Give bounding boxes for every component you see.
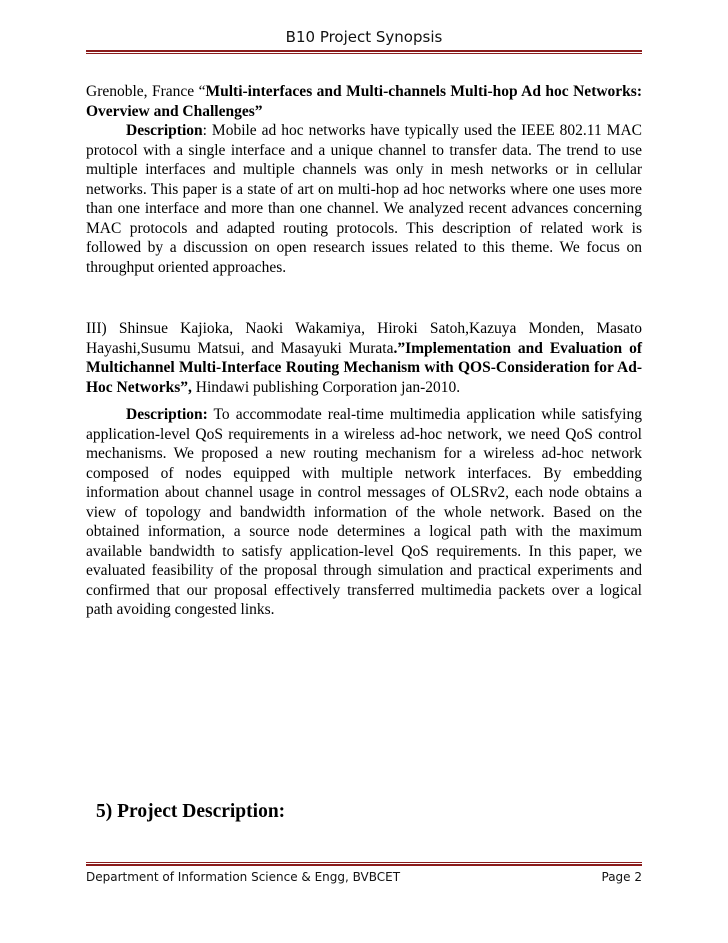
reference-2-citation (86, 82, 642, 121)
footer-department: Department of Information Science & Engg, BVBCET (86, 870, 401, 884)
reference-3-authors: III) Shinsue Kajioka, Naoki Wakamiya, Hiroki Satoh,Kazuya Monden, Masato Hayashi,Susumu Matsui, and Masayuki Murata (86, 320, 642, 357)
footer-rule-thin (86, 862, 642, 863)
page-header-title: B10 Project Synopsis (285, 28, 443, 46)
spacer (86, 397, 642, 405)
spacer (86, 277, 642, 319)
reference-3-publisher: Hindawi publishing Corporation jan-2010. (191, 378, 461, 396)
header-rule-thin (86, 53, 642, 54)
reference-3-desc-label: Description: (126, 406, 208, 423)
reference-3-description (86, 405, 642, 620)
reference-2-description (86, 121, 642, 277)
section-heading: 5) Project Description: (96, 801, 286, 822)
reference-3-desc-text: To accommodate real-time multimedia application while satisfying application-level QoS requirements in a wireless ad-hoc network, we need QoS control mechanisms. We proposed a new routing mechanism for a wireless ad-hoc network composed of nodes equipped with multiple network interfaces. By embedding information about channel usage in control messages of OLSRv2, each node obtains a view of topology and bandwidth information of the whole network. Based on the obtained information, a source node determines a logical path with the maximum available bandwidth to satisfy application-level QoS requirements. In this paper, we evaluated feasibility of the proposal through simulation and practical experiments and confirmed that our proposal effectively transferred multimedia packets over a logical path avoiding congested links. (86, 406, 642, 618)
reference-2-desc-text: : Mobile ad hoc networks have typically used the IEEE 802.11 MAC protocol with a single interface and a unique channel to transfer data. The trend to use multiple interfaces and multiple channels was only in mesh networks or in cellular networks. This paper is a state of art on multi-hop ad hoc networks where one uses more than one interface and more than one channel. We analyzed recent advances concerning MAC protocols and adapted routing protocols. This description of related work is followed by a discussion on open research issues related to this theme. We focus on throughput oriented approaches. (86, 122, 642, 276)
reference-2-lead: Grenoble, France “ (86, 83, 206, 100)
footer-page-number: Page 2 (601, 870, 642, 884)
reference-2-title: Multi-interfaces and Multi-channels Multi-hop Ad hoc Networks: Overview and Challenges” (86, 83, 642, 120)
footer-rule-thick (86, 864, 642, 866)
reference-2-desc-label: Description (126, 122, 203, 139)
header-rule-thick (86, 50, 642, 52)
document-body (86, 82, 642, 620)
reference-3-citation (86, 319, 642, 397)
reference-3-title: .”Implementation and Evaluation of Multichannel Multi-Interface Routing Mechanism with QOS-Consideration for Ad-Hoc Networks”, (86, 339, 642, 396)
